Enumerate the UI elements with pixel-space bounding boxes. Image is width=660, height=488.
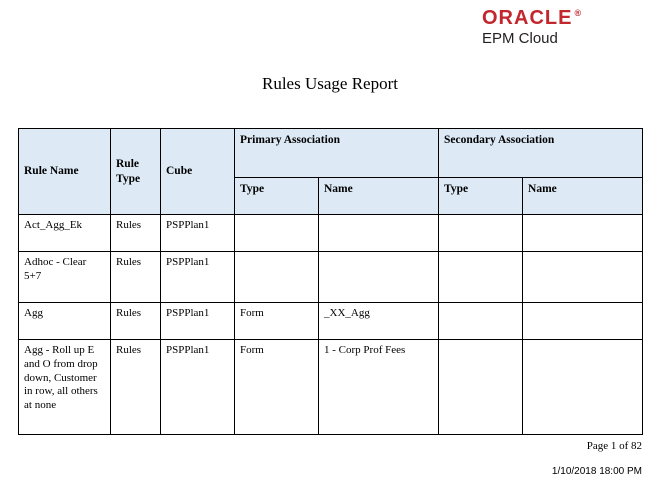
table-row [19,340,643,435]
page-number: Page 1 of 82 [586,440,642,452]
column-header-rule-name: Rule Name [19,129,111,215]
cell-secondary-type [439,215,523,252]
report-timestamp: 1/10/2018 18:00 PM [551,466,642,477]
cell-primary-type [235,215,319,252]
cell-rule-name: Act_Agg_Ek [19,215,111,252]
column-header-primary-type: Type [235,178,319,215]
oracle-logo [482,8,642,28]
table-row [19,303,643,340]
page-title: Rules Usage Report [262,74,398,93]
oracle-wordmark: ORACLE [482,7,573,29]
cell-primary-name: _XX_Agg [319,303,439,340]
cell-rule-type: Rules [111,215,161,252]
cell-rule-type: Rules [111,340,161,435]
cell-secondary-name [523,215,643,252]
cell-secondary-name [523,340,643,435]
table-body [19,215,643,435]
column-header-secondary-name: Name [523,178,643,215]
column-header-primary-name: Name [319,178,439,215]
registered-trademark-icon: ® [574,8,583,18]
rules-usage-table [18,128,643,435]
cell-secondary-name [523,252,643,303]
cell-rule-type: Rules [111,303,161,340]
rules-usage-table-container [18,128,642,435]
cell-cube: PSPPlan1 [161,252,235,303]
cell-primary-type [235,252,319,303]
cell-rule-type: Rules [111,252,161,303]
cell-primary-name [319,215,439,252]
cell-secondary-name [523,303,643,340]
cell-secondary-type [439,340,523,435]
cell-rule-name: Adhoc - Clear 5+7 [19,252,111,303]
cell-primary-name [319,252,439,303]
column-header-rule-type-line1: Rule [116,158,139,171]
cell-secondary-type [439,303,523,340]
cell-secondary-type [439,252,523,303]
cell-rule-name: Agg - Roll up E and O from drop down, Customer in row, all others at none [19,340,111,435]
oracle-branding [482,8,642,48]
cell-primary-type: Form [235,303,319,340]
table-row [19,215,643,252]
cell-primary-name: 1 - Corp Prof Fees [319,340,439,435]
column-header-rule-type [111,129,161,215]
cell-cube: PSPPlan1 [161,340,235,435]
cell-cube: PSPPlan1 [161,215,235,252]
table-header-row-group [19,129,643,178]
product-name: EPM Cloud [482,30,558,47]
table-row [19,252,643,303]
cell-rule-name: Agg [19,303,111,340]
cell-cube: PSPPlan1 [161,303,235,340]
column-header-rule-type-line2: Type [116,172,141,185]
column-header-primary-association: Primary Association [235,129,439,178]
table-header [19,129,643,215]
cell-primary-type: Form [235,340,319,435]
column-header-secondary-type: Type [439,178,523,215]
column-header-cube: Cube [161,129,235,215]
column-header-secondary-association: Secondary Association [439,129,643,178]
